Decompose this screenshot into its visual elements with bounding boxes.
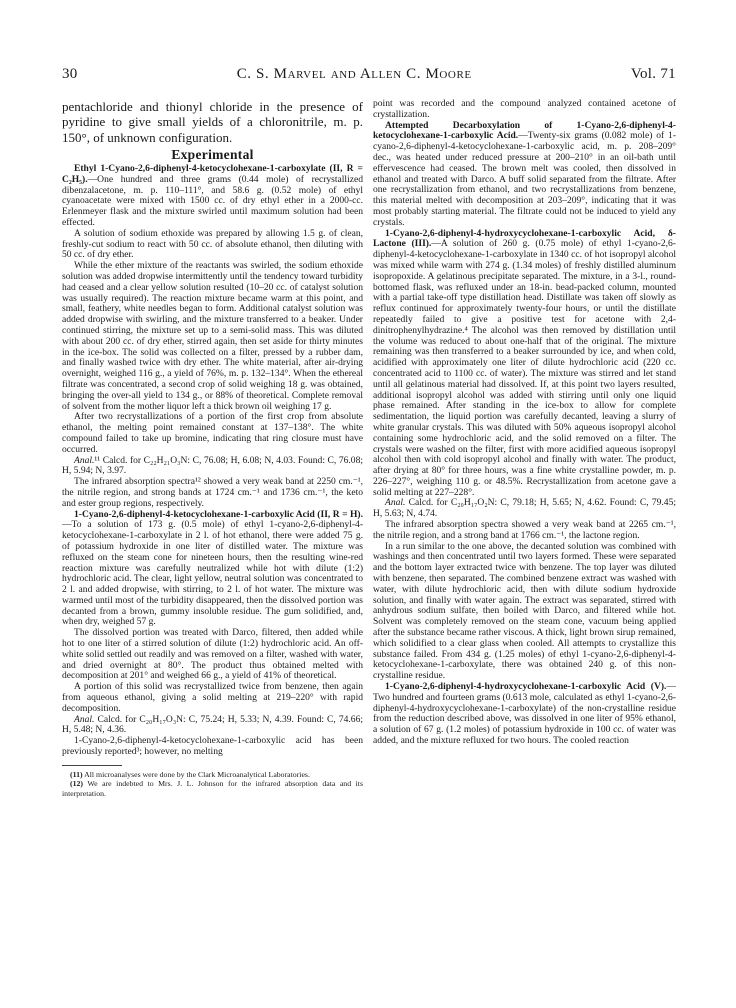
- lead-paragraph: pentachloride and thionyl chloride in the presence of pyridine to give small yields of a chloronitrile, m. p. 150°, of unknown configuration.: [62, 99, 363, 145]
- paragraph-ethoxide: A solution of sodium ethoxide was prepared by allowing 1.5 g. of clean, freshly-cut sodium to react with 50 cc. of absolute ethanol, then diluting with 50 cc. of dry ether.: [62, 227, 363, 261]
- paragraph-body: —Two hundred and fourteen grams (0.613 mole, calculated as ethyl 1-cyano-2,6-diphenyl-4-hydroxycyclohexane-1-carboxylate) of the non-crystalline residue from the reduction described above, was dissolved in one liter of 95% ethanol, a solution of 67 g. (1.2 moles) of potassium hydroxide in 100 cc. of water was added, and the mixture refluxed for two hours. The cooled reaction: [373, 681, 676, 747]
- anal-label: Anal.: [385, 497, 406, 509]
- paragraph-continuation: point was recorded and the compound analyzed contained acetone of crystallization.: [373, 99, 676, 120]
- right-column: [373, 99, 676, 979]
- paragraph-reaction: While the ether mixture of the reactants was swirled, the sodium ethoxide solution was added dropwise intermittently until the tendency toward turbidity had ceased and a clear yellow solution resulted (10–20 cc. of catalyst solution was usually required). The reaction mixture became warm at this point, and small, feathery, white needles began to form. Additional catalyst solution was added dropwise with swirling, and the mixture transferred to a beaker. Under continued stirring, the mixture set up to a semi-solid mass. This was diluted with about 200 cc. of dry ether, stirred again, then set aside for thirty minutes in the ice-box. The solid was collected on a filter, pressed by a rubber dam, and finally washed twice with dry ether. The white material, after air-drying overnight, weighed 116 g., a yield of 76%, m. p. 132–134°. When the ethereal filtrate was concentrated, a second crop of solid weighing 18 g. was obtained, bringing the over-all yield to 134 g., or 88% of theoretical. Complete removal of solvent from the mother liquor left a thick brown oil weighing 17 g.: [62, 260, 363, 412]
- paragraph-hydroxy-acid-prep: [373, 682, 676, 747]
- volume-label: Vol. 71: [630, 66, 676, 82]
- compound-title-hydroxy-acid: 1-Cyano-2,6-diphenyl-4-hydroxycyclohexane-1-carboxylic Acid (V).: [385, 681, 667, 693]
- paragraph-analysis-ester: [62, 456, 363, 478]
- paragraph-body: —One hundred and three grams (0.44 mole) of recrystallized dibenzalacetone, m. p. 110–111°, and 58.6 g. (0.52 mole) of ethyl cyanoacetate were mixed with 1500 cc. of dry ethyl ether in a 2000-cc. Erlenmeyer flask and the mixture swirled until maximum solution had been effected.: [62, 173, 363, 228]
- compound-title-acid: 1-Cyano-2,6-diphenyl-4-ketocyclohexane-1-carboxylic Acid (II, R = H).: [74, 508, 363, 520]
- paragraph-recrystallization: After two recrystallizations of a portion of the first crop from absolute ethanol, the melting point remained constant at 137–138°. The white compound failed to take up bromine, indicating that ring closure must have occurred.: [62, 411, 363, 455]
- footnote-text: We are indebted to Mrs. J. L. Johnson for the infrared absorption data and its interpretation.: [62, 779, 363, 798]
- running-head-authors: C. S. Marvel and Allen C. Moore: [236, 66, 472, 82]
- footnote-11: [62, 770, 363, 779]
- compound-title-ester: Ethyl 1-Cyano-2,6-diphenyl-4-ketocyclohexane-1-carboxylate (II, R = C₂H₅).: [62, 163, 363, 185]
- paragraph-body: —Twenty-six grams (0.082 mole) of 1-cyano-2,6-diphenyl-4-ketocyclohexane-1-carboxylic acid, m. p. 208–209° dec., was heated under reduced pressure at 200–210° in an oil-bath until effervescence had ceased. The brown melt was cooled, then dissolved in ethanol and treated with Darco. A buff solid separated from the filtrate. After one recrystallization from ethanol, and two recrystallizations from benzene, this material melted with decomposition at 203–209°, indicating that it was most probably starting material. The filtrate could not be induced to yield any crystals.: [373, 130, 676, 228]
- page-number: 30: [62, 66, 78, 82]
- footnote-text: All microanalyses were done by the Clark Microanalytical Laboratories.: [84, 769, 310, 779]
- paragraph-infrared-lactone: The infrared absorption spectra showed a very weak band at 2265 cm.⁻¹, the nitrile region, and a strong band at 1766 cm.⁻¹, the lactone region.: [373, 519, 676, 541]
- footnote-12: [62, 779, 363, 798]
- paragraph-decarboxylation: [373, 121, 676, 229]
- paragraph-similar-run: In a run similar to the one above, the decanted solution was combined with washings and then concentrated until two layers formed. These were separated and the bottom layer extracted twice with benzene. The top layer was diluted with benzene, then separated. The combined benzene extract was washed with water, with dilute hydrochloric acid, then with dilute sodium hydroxide solution, and finally with water again. The extract was separated, stirred with anhydrous sodium sulfate, then boiled with Darco, and filtered while hot. Solvent was completely removed on the steam cone, vacuum being applied after the substance became rather viscous. A thick, light brown sirup remained, which solidified to a clear glass when cooled. All attempts to crystallize this substance failed. From 434 g. (1.25 moles) of ethyl 1-cyano-2,6-diphenyl-4-ketocyclohexane-1-carboxylate, there was obtained 240 g. of this non-crystalline residue.: [373, 540, 676, 682]
- anal-label: Anal.: [74, 454, 95, 466]
- paragraph-ethyl-ester-prep: [62, 164, 363, 229]
- section-heading-experimental: Experimental: [171, 147, 254, 163]
- compound-title-lactone: 1-Cyano-2,6-diphenyl-4-hydroxycyclohexane-1-carboxylic Acid, δ-Lactone (III).: [373, 227, 676, 250]
- footnote-mark: (11): [70, 769, 83, 779]
- anal-values: Calcd. for C₂₀H₁₇O₂N: C, 79.18; H, 5.65; N, 4.62. Found: C, 79.45; H, 5.63; N, 4.74.: [373, 497, 676, 520]
- paragraph-infrared-ester: The infrared absorption spectra¹² showed a very weak band at 2250 cm.⁻¹, the nitrile region, and strong bands at 1724 cm.⁻¹ and 1736 cm.⁻¹, the keto and ester group regions, respectively.: [62, 476, 363, 509]
- anal-label: Anal.: [74, 713, 95, 725]
- paragraph-lactone-prep: [373, 229, 676, 499]
- running-head: [62, 66, 676, 83]
- paragraph-darco: The dissolved portion was treated with Darco, filtered, then added while hot to one liter of a stirred solution of dilute (1:2) hydrochloric acid. An off-white solid settled out readily and was removed on a filter, washed with water, and dried overnight at 80°. The product thus obtained melted with decomposition at 201° and weighed 66 g., a yield of 41% of theoretical.: [62, 627, 363, 682]
- footnote-mark: (12): [70, 779, 83, 789]
- left-column: [62, 99, 363, 979]
- paragraph-analysis-acid: [62, 715, 363, 737]
- anal-values: Calcd. for C₂₀H₁₇O₃N: C, 75.24; H, 5.33; N, 4.39. Found: C, 74.66; H, 5.48; N, 4.36.: [62, 713, 363, 736]
- paragraph-body: —To a solution of 173 g. (0.5 mole) of ethyl 1-cyano-2,6-diphenyl-4-ketocyclohexane-1-carboxylate in 2 l. of hot ethanol, there were added 75 g. of potassium hydroxide in one liter of distilled water. The mixture was refluxed on the steam cone for nineteen hours, then the resulting wine-red reaction mixture was carefully neutralized while hot with dilute (1:2) hydrochloric acid. The clear, light yellow, neutral solution was concentrated to 2 l. and added dropwise, with stirring, to 2 l. of hot water. The mixture was warmed until most of the turbidity disappeared, then the dissolved portion was decanted from a brown, gummy insoluble residue. The gum solidified, and, when dry, weighed 57 g.: [62, 519, 363, 628]
- paragraph-analysis-lactone: [373, 498, 676, 520]
- footnote-rule: [62, 765, 122, 766]
- compound-title-decarboxylation: Attempted Decarboxylation of 1-Cyano-2,6-diphenyl-4-ketocyclohexane-1-carboxylic Acid.: [373, 119, 676, 142]
- paragraph-benzene-recrystallization: A portion of this solid was recrystallized twice from benzene, then again from aqueous ethanol, giving a solid melting at 219–220° with rapid decomposition.: [62, 681, 363, 714]
- anal-values: ¹¹ Calcd. for C₂₂H₂₁O₃N: C, 76.08; H, 6.08; N, 4.03. Found: C, 76.08; H, 5.94; N, 3.97.: [62, 454, 363, 477]
- paragraph-body: —A solution of 260 g. (0.75 mole) of ethyl 1-cyano-2,6-diphenyl-4-ketocyclohexane-1-carboxylate in 1340 cc. of hot isopropyl alcohol was mixed while warm with 274 g. (1.34 moles) of freshly distilled aluminum isopropoxide. A gelatinous precipitate separated. The mixture, in a 3-l., round-bottomed flask, was refluxed under an 18-in. bead-packed column, mounted with a partial take-off type distillation head. Distillate was taken off slowly as reflux continued for approximately twenty-four hours, or until the distillate repeatedly failed to give a positive test for acetone with 2,4-dinitrophenylhydrazine.⁴ The alcohol was then removed by distillation until the volume was reduced to about one-half that of the original. The mixture remaining was then transferred to a beaker surrounded by ice, and when cold, acidified with approximately one liter of dilute hydrochloric acid (220 cc. concentrated acid to 1100 cc. of water). The mixture was stirred and let stand until all gelatinous material had dissolved. If, at this point two layers resulted, additional isopropyl alcohol was added with stirring until only one liquid phase remained. After standing in the ice-box to allow for complete sedimentation, the liquid portion was carefully decanted, leaving a slurry of white granular crystals. This was diluted with 50% aqueous isopropyl alcohol containing some hydrochloric acid, and the solid removed on a filter. The crystals were washed on the filter, first with more acidified aqueous isopropyl alcohol then with cold isopropyl alcohol and finally with water. The product, after drying at 80° for three hours, was a fine white crystalline powder, m. p. 226–227°, weighing 110 g. or 48.5%. Recrystallization from acetone gave a solid melting at 227–228°.: [373, 238, 676, 498]
- paragraph-acid-prep: [62, 510, 363, 629]
- paragraph-previously-reported: 1-Cyano-2,6-diphenyl-4-ketocyclohexane-1-carboxylic acid has been previously reported³; however, no melting: [62, 735, 363, 758]
